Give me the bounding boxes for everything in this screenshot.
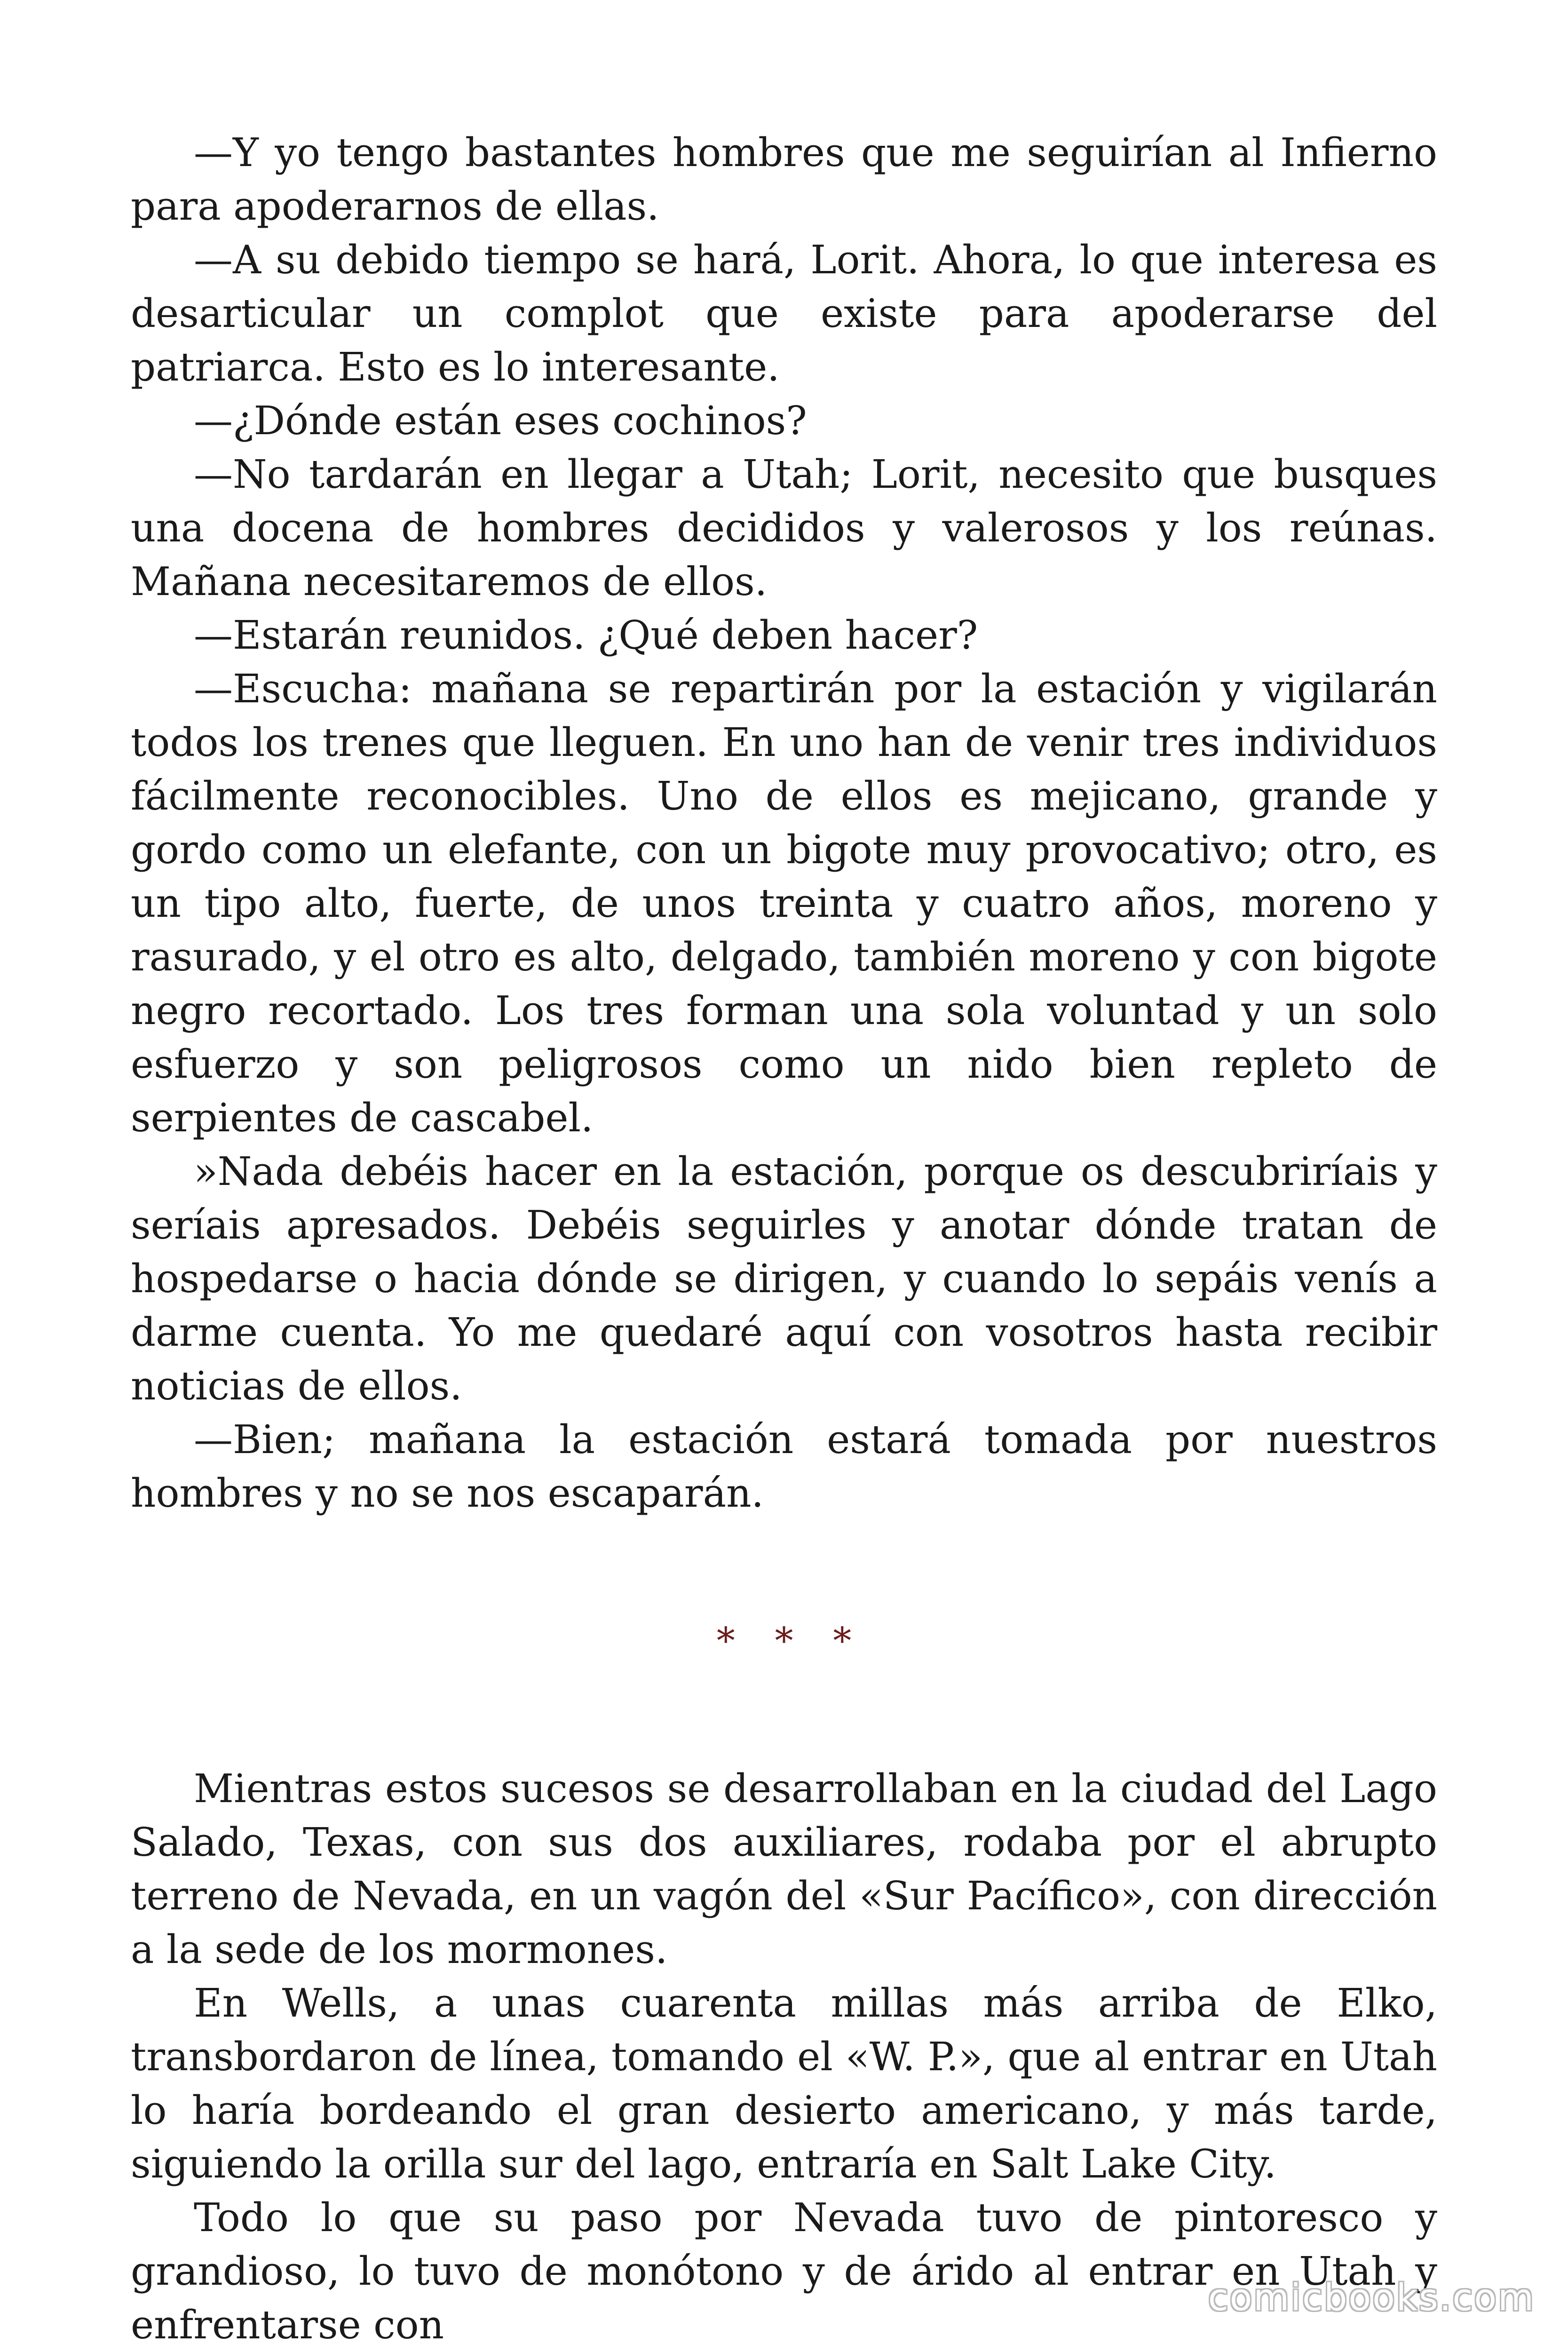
paragraph: »Nada debéis hacer en la estación, porque os descubriríais y seríais apresados. Debéis seguirles y anotar dónde tratan de hospedarse o hacia dónde se dirigen, y cuando lo sepáis venís a darme cuenta. Yo me quedaré aquí con vosotros hasta recibir noticias de ellos. bbox=[131, 1149, 1437, 1409]
section-separator: * * * bbox=[716, 1620, 866, 1662]
paragraph: Mientras estos sucesos se desarrollaban en la ciudad del Lago Salado, Texas, con sus dos auxiliares, rodaba por el abrupto terreno de Nevada, en un vagón del «Sur Pacífico», con dirección a la sede de los mormones. bbox=[131, 1766, 1437, 1972]
paragraph: —No tardarán en llegar a Utah; Lorit, necesito que busques una docena de hombres decididos y valerosos y los reúnas. Mañana necesitaremos de ellos. bbox=[131, 452, 1437, 604]
dialogue-section bbox=[131, 126, 1437, 1520]
watermark: comicbooks.com bbox=[1208, 2277, 1535, 2319]
paragraph: —Escucha: mañana se repartirán por la estación y vigilarán todos los trenes que lleguen. En uno han de venir tres individuos fácilmente reconocibles. Uno de ellos es mejicano, grande y gordo como un elefante, con un bigote muy provocativo; otro, es un tipo alto, fuerte, de unos treinta y cuatro años, moreno y rasurado, y el otro es alto, delgado, también moreno y con bigote negro recortado. Los tres forman una sola voluntad y un solo esfuerzo y son peligrosos como un nido bien repleto de serpientes de cascabel. bbox=[131, 666, 1437, 1141]
narrative-section bbox=[131, 1762, 1437, 2352]
paragraph: —Bien; mañana la estación estará tomada por nuestros hombres y no se nos escaparán. bbox=[131, 1417, 1437, 1516]
paragraph: —Estarán reunidos. ¿Qué deben hacer? bbox=[194, 612, 978, 658]
paragraph: —Y yo tengo bastantes hombres que me seguirían al Infierno para apoderarnos de ellas. bbox=[131, 130, 1437, 229]
paragraph: Todo lo que su paso por Nevada tuvo de pintoresco y grandioso, lo tuvo de monótono y de árido al entrar en Utah y enfrentarse con bbox=[131, 2195, 1437, 2348]
paragraph: En Wells, a unas cuarenta millas más arriba de Elko, transbordaron de línea, tomando el «W. P.», que al entrar en Utah lo haría bordeando el gran desierto americano, y más tarde, siguiendo la orilla sur del lago, entraría en Salt Lake City. bbox=[131, 1980, 1437, 2187]
paragraph: —¿Dónde están eses cochinos? bbox=[194, 398, 807, 444]
paragraph: —A su debido tiempo se hará, Lorit. Ahora, lo que interesa es desarticular un complot que existe para apoderarse del patriarca. Esto es lo interesante. bbox=[131, 237, 1437, 390]
page-body bbox=[131, 126, 1437, 2352]
